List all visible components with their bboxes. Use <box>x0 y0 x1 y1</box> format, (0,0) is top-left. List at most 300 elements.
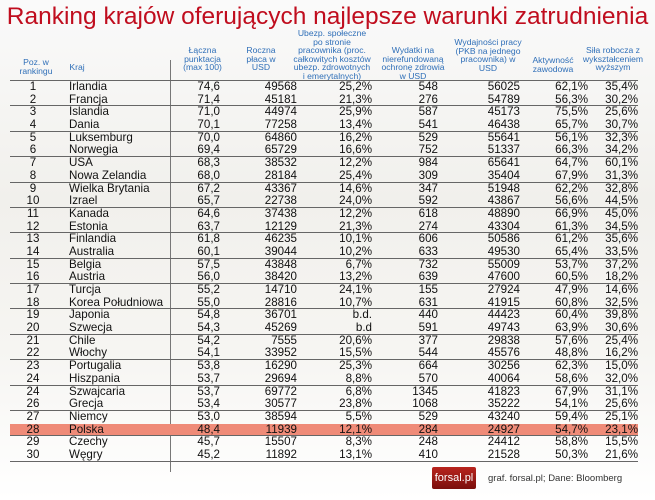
cell-health-spending: 633 <box>418 244 438 258</box>
cell-salary: 33952 <box>264 346 297 360</box>
table-row <box>10 81 638 94</box>
cell-insurance: 12,2% <box>339 156 372 170</box>
cell-higher-education: 45,0% <box>605 206 638 220</box>
cell-insurance: 12,2% <box>339 206 372 220</box>
cell-insurance: 24,0% <box>339 194 372 208</box>
cell-position: 4 <box>29 118 37 132</box>
cell-higher-education: 60,1% <box>605 156 638 170</box>
cell-score: 48,4 <box>197 422 220 436</box>
cell-health-spending: 276 <box>418 92 438 106</box>
cell-productivity: 51948 <box>487 181 520 195</box>
cell-productivity: 41915 <box>487 295 520 309</box>
cell-insurance: 10,1% <box>339 232 372 246</box>
cell-productivity: 50586 <box>487 232 520 246</box>
cell-health-spending: 752 <box>418 143 438 157</box>
header-score: Łączna punktacja (max 100) <box>183 45 222 73</box>
cell-salary: 45181 <box>264 92 297 106</box>
cell-activity: 65,7% <box>555 118 588 132</box>
cell-position: 5 <box>29 130 37 144</box>
cell-higher-education: 30,7% <box>605 118 638 132</box>
cell-country: Australia <box>69 244 115 258</box>
cell-health-spending: 592 <box>418 194 438 208</box>
cell-higher-education: 44,5% <box>605 194 638 208</box>
cell-productivity: 48890 <box>487 206 520 220</box>
cell-position: 1 <box>29 80 37 93</box>
table-row <box>10 360 638 373</box>
cell-higher-education: 34,5% <box>605 219 638 233</box>
header-activity: Aktywność zawodowa <box>532 55 574 74</box>
cell-salary: 38594 <box>264 409 297 423</box>
cell-health-spending: 631 <box>418 295 438 309</box>
cell-salary: 44974 <box>264 105 297 119</box>
cell-score: 53,8 <box>197 359 220 373</box>
cell-higher-education: 34,2% <box>605 143 638 157</box>
cell-productivity: 40064 <box>487 371 520 385</box>
cell-insurance: 25,4% <box>339 168 372 182</box>
cell-insurance: 6,7% <box>345 257 372 271</box>
cell-health-spending: 529 <box>418 409 438 423</box>
cell-activity: 54,7% <box>555 422 588 436</box>
cell-productivity: 55641 <box>487 130 520 144</box>
cell-health-spending: 984 <box>418 156 438 170</box>
cell-activity: 65,4% <box>555 244 588 258</box>
cell-position: 8 <box>29 168 37 182</box>
cell-salary: 11892 <box>265 447 297 461</box>
cell-activity: 75,5% <box>555 105 588 119</box>
cell-health-spending: 606 <box>418 232 438 246</box>
cell-productivity: 49530 <box>487 244 520 258</box>
table-row <box>10 144 638 157</box>
cell-salary: 65729 <box>264 143 297 157</box>
cell-position: 11 <box>26 206 40 220</box>
source-credit: graf. forsal.pl; Dane: Bloomberg <box>488 473 623 484</box>
cell-score: 69,4 <box>197 143 220 157</box>
table-row <box>10 195 638 208</box>
cell-position: 26 <box>26 397 40 411</box>
cell-insurance: 25,9% <box>339 105 372 119</box>
cell-productivity: 29838 <box>487 333 520 347</box>
cell-health-spending: 155 <box>418 283 438 296</box>
cell-score: 70,1 <box>197 118 220 132</box>
cell-salary: 43367 <box>264 181 297 195</box>
cell-insurance: 13,1% <box>339 447 372 461</box>
cell-activity: 61,3% <box>555 219 588 233</box>
cell-insurance: 10,7% <box>339 295 372 309</box>
cell-productivity: 51337 <box>487 143 520 157</box>
cell-insurance: b.d <box>355 321 372 335</box>
table-row <box>10 208 638 221</box>
cell-higher-education: 23,1% <box>605 422 638 436</box>
cell-insurance: 25,3% <box>339 359 372 373</box>
header-productivity: Wydajności pracy (PKB na jednego pracownika) w USD <box>454 37 522 73</box>
cell-position: 29 <box>26 435 40 449</box>
cell-salary: 45269 <box>264 321 297 335</box>
cell-salary: 69772 <box>264 384 297 398</box>
cell-health-spending: 377 <box>418 333 438 347</box>
cell-country: Kanada <box>69 206 109 220</box>
cell-score: 57,5 <box>197 257 220 271</box>
table-row <box>10 386 638 399</box>
cell-higher-education: 31,1% <box>605 384 638 398</box>
cell-insurance: 12,1% <box>339 422 372 436</box>
cell-activity: 59,4% <box>555 409 588 423</box>
cell-health-spending: 570 <box>418 371 438 385</box>
cell-position: 22 <box>26 346 40 360</box>
cell-health-spending: 639 <box>418 270 438 284</box>
cell-country: Korea Południowa <box>69 295 164 309</box>
cell-activity: 60,5% <box>555 270 588 284</box>
cell-score: 64,6 <box>197 206 220 220</box>
header-position: Poz. w rankingu <box>19 57 53 76</box>
forsal-logo: forsal.pl <box>432 467 476 489</box>
cell-country: Estonia <box>69 219 108 233</box>
ranking-table <box>10 80 638 462</box>
cell-position: 23 <box>26 359 40 373</box>
cell-country: Dania <box>69 118 100 132</box>
cell-higher-education: 37,2% <box>605 257 638 271</box>
cell-country: Japonia <box>69 308 110 322</box>
cell-position: 20 <box>26 321 40 335</box>
cell-health-spending: 732 <box>418 257 438 271</box>
cell-salary: 37438 <box>264 206 297 220</box>
cell-position: 28 <box>26 422 40 436</box>
cell-higher-education: 30,2% <box>605 92 638 106</box>
cell-productivity: 35404 <box>487 168 520 182</box>
table-row <box>10 411 638 424</box>
cell-insurance: 16,2% <box>339 130 372 144</box>
cell-score: 54,2 <box>197 333 220 347</box>
cell-country: Szwajcaria <box>69 384 126 398</box>
cell-salary: 36701 <box>264 308 297 322</box>
cell-activity: 66,3% <box>555 143 588 157</box>
cell-score: 68,0 <box>197 168 220 182</box>
cell-productivity: 24412 <box>487 435 520 449</box>
cell-higher-education: 25,6% <box>605 105 638 119</box>
cell-score: 53,4 <box>197 397 220 411</box>
cell-salary: 30577 <box>264 397 297 411</box>
table-row <box>10 183 638 196</box>
cell-productivity: 43867 <box>487 194 520 208</box>
cell-position: 16 <box>26 270 40 284</box>
header-country: Kraj <box>69 62 85 72</box>
cell-productivity: 21528 <box>487 447 520 461</box>
cell-higher-education: 33,5% <box>605 244 638 258</box>
cell-salary: 39044 <box>264 244 297 258</box>
table-row <box>10 449 638 462</box>
cell-activity: 50,3% <box>555 447 588 461</box>
cell-activity: 62,3% <box>555 359 588 373</box>
cell-country: Nowa Zelandia <box>69 168 147 182</box>
header-health-spending: Wydatki na nierefundowaną ochronę zdrowia w USD <box>381 45 445 81</box>
cell-health-spending: 274 <box>418 219 438 233</box>
cell-country: Francja <box>69 92 108 106</box>
cell-health-spending: 591 <box>418 321 438 335</box>
cell-higher-education: 21,6% <box>605 447 638 461</box>
cell-score: 53,0 <box>197 409 220 423</box>
cell-insurance: 8,3% <box>345 435 372 449</box>
cell-productivity: 65641 <box>487 156 520 170</box>
cell-score: 53,7 <box>197 371 220 385</box>
cell-country: Izrael <box>69 194 98 208</box>
cell-salary: 15507 <box>264 435 297 449</box>
cell-position: 19 <box>26 308 40 322</box>
cell-insurance: 25,2% <box>339 80 372 93</box>
cell-higher-education: 32,3% <box>605 130 638 144</box>
cell-country: Austria <box>69 270 106 284</box>
cell-higher-education: 32,5% <box>605 295 638 309</box>
cell-activity: 61,2% <box>555 232 588 246</box>
cell-country: Węgry <box>69 447 103 461</box>
cell-salary: 64860 <box>264 130 297 144</box>
cell-position: 14 <box>26 244 40 258</box>
cell-country: Luksemburg <box>69 130 133 144</box>
table-row <box>10 322 638 335</box>
cell-position: 27 <box>26 409 40 423</box>
cell-activity: 57,6% <box>555 333 588 347</box>
cell-insurance: 24,1% <box>339 283 372 296</box>
cell-activity: 58,6% <box>555 371 588 385</box>
cell-health-spending: 248 <box>418 435 438 449</box>
cell-productivity: 45173 <box>487 105 520 119</box>
cell-higher-education: 25,6% <box>605 397 638 411</box>
cell-position: 24 <box>26 384 40 398</box>
cell-position: 13 <box>26 232 40 246</box>
cell-insurance: 23,8% <box>339 397 372 411</box>
cell-score: 60,1 <box>197 244 220 258</box>
cell-score: 54,8 <box>197 308 220 322</box>
cell-country: Finlandia <box>69 232 117 246</box>
cell-position: 24 <box>26 371 40 385</box>
table-row <box>10 284 638 297</box>
cell-productivity: 44423 <box>487 308 520 322</box>
cell-score: 71,4 <box>197 92 220 106</box>
cell-salary: 38532 <box>264 156 297 170</box>
cell-health-spending: 529 <box>418 130 438 144</box>
cell-activity: 53,7% <box>555 257 588 271</box>
cell-activity: 67,9% <box>555 168 588 182</box>
cell-score: 53,7 <box>197 384 220 398</box>
cell-health-spending: 587 <box>418 105 438 119</box>
cell-country: Wielka Brytania <box>69 181 150 195</box>
cell-position: 2 <box>29 92 37 106</box>
cell-position: 7 <box>29 156 37 170</box>
cell-productivity: 54789 <box>487 92 520 106</box>
cell-position: 17 <box>26 283 40 296</box>
cell-country: Grecja <box>69 397 104 411</box>
cell-insurance: 10,2% <box>339 244 372 258</box>
cell-insurance: 15,5% <box>339 346 372 360</box>
cell-productivity: 41823 <box>487 384 520 398</box>
cell-score: 45,7 <box>197 435 220 449</box>
cell-activity: 47,9% <box>555 283 588 296</box>
cell-score: 74,6 <box>197 80 220 93</box>
cell-productivity: 45576 <box>487 346 520 360</box>
cell-position: 21 <box>26 333 40 347</box>
cell-salary: 46235 <box>264 232 297 246</box>
cell-country: Czechy <box>69 435 108 449</box>
cell-higher-education: 25,1% <box>605 409 638 423</box>
cell-higher-education: 18,2% <box>605 270 638 284</box>
cell-insurance: 8,8% <box>345 371 372 385</box>
cell-activity: 60,8% <box>555 295 588 309</box>
cell-health-spending: 440 <box>418 308 438 322</box>
cell-salary: 49568 <box>264 80 297 93</box>
cell-salary: 11939 <box>265 422 297 436</box>
cell-productivity: 30256 <box>487 359 520 373</box>
cell-position: 9 <box>29 181 37 195</box>
cell-position: 15 <box>26 257 40 271</box>
cell-activity: 64,7% <box>555 156 588 170</box>
cell-higher-education: 16,2% <box>605 346 638 360</box>
cell-health-spending: 1345 <box>412 384 438 398</box>
cell-salary: 28184 <box>264 168 297 182</box>
cell-salary: 38420 <box>264 270 297 284</box>
cell-activity: 60,4% <box>555 308 588 322</box>
cell-insurance: 16,6% <box>339 143 372 157</box>
cell-higher-education: 25,4% <box>605 333 638 347</box>
cell-salary: 28816 <box>264 295 297 309</box>
cell-productivity: 43240 <box>487 409 520 423</box>
cell-insurance: 20,6% <box>339 333 372 347</box>
table-row <box>10 119 638 132</box>
cell-activity: 62,1% <box>555 80 588 93</box>
cell-position: 12 <box>26 219 40 233</box>
cell-score: 71,0 <box>197 105 220 119</box>
cell-country: Szwecja <box>69 321 113 335</box>
table-row <box>10 157 638 170</box>
cell-salary: 43848 <box>264 257 297 271</box>
cell-insurance: 14,6% <box>339 181 372 195</box>
cell-health-spending: 309 <box>418 168 438 182</box>
cell-position: 30 <box>26 447 40 461</box>
cell-country: Belgia <box>69 257 102 271</box>
cell-activity: 54,1% <box>555 397 588 411</box>
cell-activity: 66,9% <box>555 206 588 220</box>
cell-higher-education: 39,8% <box>605 308 638 322</box>
cell-productivity: 46438 <box>487 118 520 132</box>
cell-country: Portugalia <box>69 359 122 373</box>
cell-higher-education: 15,0% <box>605 359 638 373</box>
cell-insurance: 13,2% <box>339 270 372 284</box>
cell-salary: 29694 <box>264 371 297 385</box>
cell-country: USA <box>69 156 93 170</box>
cell-activity: 62,2% <box>555 181 588 195</box>
cell-higher-education: 35,6% <box>605 232 638 246</box>
cell-health-spending: 541 <box>418 118 438 132</box>
cell-productivity: 56025 <box>487 80 520 93</box>
cell-country: Włochy <box>69 346 108 360</box>
cell-insurance: 21,3% <box>339 219 372 233</box>
cell-score: 55,2 <box>197 283 220 296</box>
cell-health-spending: 284 <box>418 422 438 436</box>
cell-health-spending: 618 <box>418 206 438 220</box>
cell-higher-education: 31,3% <box>605 168 638 182</box>
cell-position: 10 <box>26 194 40 208</box>
cell-salary: 16290 <box>264 359 297 373</box>
cell-productivity: 47600 <box>487 270 520 284</box>
cell-salary: 14710 <box>264 283 297 296</box>
cell-score: 65,7 <box>197 194 220 208</box>
cell-score: 68,3 <box>197 156 220 170</box>
cell-higher-education: 35,4% <box>605 80 638 93</box>
cell-salary: 22738 <box>264 194 297 208</box>
cell-higher-education: 32,0% <box>605 371 638 385</box>
cell-activity: 56,1% <box>555 130 588 144</box>
cell-health-spending: 664 <box>418 359 438 373</box>
cell-position: 6 <box>29 143 37 157</box>
cell-health-spending: 1068 <box>412 397 438 411</box>
cell-activity: 67,9% <box>555 384 588 398</box>
cell-productivity: 43304 <box>487 219 520 233</box>
cell-score: 45,2 <box>197 447 220 461</box>
cell-country: Polska <box>69 422 104 436</box>
cell-country: Niemcy <box>69 409 108 423</box>
cell-country: Norwegia <box>69 143 118 157</box>
page-title: Ranking krajów oferujących najlepsze warunki zatrudnienia <box>6 3 649 30</box>
cell-activity: 58,8% <box>555 435 588 449</box>
cell-country: Turcja <box>69 283 101 296</box>
cell-productivity: 27924 <box>487 283 520 296</box>
table-row <box>10 436 638 449</box>
cell-salary: 77258 <box>264 118 297 132</box>
cell-country: Islandia <box>69 105 109 119</box>
cell-health-spending: 548 <box>418 80 438 93</box>
table-row <box>10 373 638 386</box>
header-insurance: Ubezp. społeczne po stronie pracownika (proc. całkowitych kosztów ubezp. zdrowotnych i emerytalnych) <box>293 28 371 81</box>
table-row <box>10 170 638 183</box>
cell-score: 54,1 <box>197 346 220 360</box>
cell-insurance: b.d. <box>352 308 372 322</box>
header-salary: Roczna płaca w USD <box>246 45 276 73</box>
cell-country: Hiszpania <box>69 371 120 385</box>
cell-score: 55,0 <box>197 295 220 309</box>
cell-score: 67,2 <box>197 181 220 195</box>
cell-score: 61,8 <box>197 232 220 246</box>
cell-salary: 7555 <box>271 333 297 347</box>
cell-higher-education: 30,6% <box>605 321 638 335</box>
cell-score: 70,0 <box>197 130 220 144</box>
table-row <box>10 246 638 259</box>
cell-country: Irlandia <box>69 80 108 93</box>
cell-score: 56,0 <box>197 270 220 284</box>
cell-productivity: 55009 <box>487 257 520 271</box>
cell-country: Chile <box>69 333 96 347</box>
cell-higher-education: 15,5% <box>605 435 638 449</box>
cell-health-spending: 347 <box>418 181 438 195</box>
cell-productivity: 49743 <box>487 321 520 335</box>
table-row <box>10 271 638 284</box>
cell-position: 18 <box>26 295 40 309</box>
cell-activity: 63,9% <box>555 321 588 335</box>
cell-productivity: 24927 <box>487 422 520 436</box>
cell-insurance: 13,4% <box>339 118 372 132</box>
cell-insurance: 5,5% <box>345 409 372 423</box>
header-higher-education: Siła robocza z wykształceniem wyższym <box>582 45 644 73</box>
cell-higher-education: 14,6% <box>605 283 638 296</box>
cell-insurance: 21,3% <box>339 92 372 106</box>
cell-health-spending: 410 <box>418 447 438 461</box>
cell-insurance: 6,8% <box>345 384 372 398</box>
table-row <box>10 398 638 411</box>
cell-health-spending: 544 <box>418 346 438 360</box>
cell-position: 3 <box>29 105 37 119</box>
cell-score: 63,7 <box>197 219 220 233</box>
cell-productivity: 35222 <box>487 397 520 411</box>
cell-higher-education: 32,8% <box>605 181 638 195</box>
cell-activity: 48,8% <box>555 346 588 360</box>
cell-activity: 56,6% <box>555 194 588 208</box>
cell-salary: 12129 <box>264 219 297 233</box>
